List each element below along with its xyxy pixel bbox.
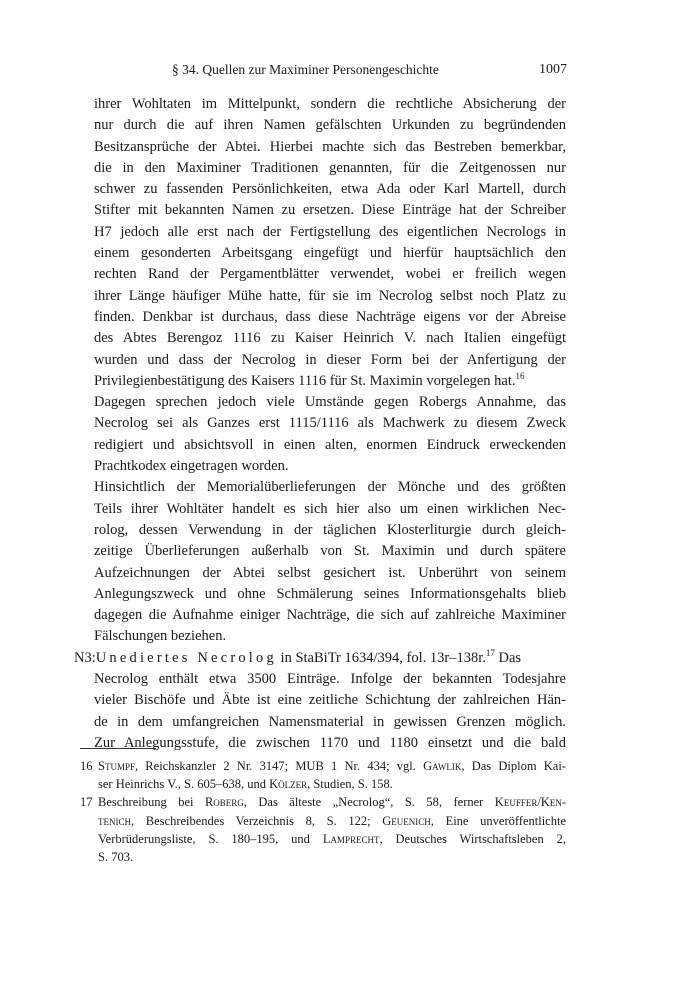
text-line: nur durch die auf ihren Namen gefälschten Urkunden zu begründenden (94, 117, 566, 134)
text-line: Hinsichtlich der Memorialüberlieferungen der Mönche und des größten (94, 479, 566, 496)
text-line: ihrer Wohltaten im Mittelpunkt, sondern die rechtliche Absicherung der (94, 96, 566, 112)
text-line: die in den Maximiner Traditionen genannten, für die Zeitgenossen nur (94, 159, 566, 176)
text-line: ihrer Länge häufiger Mühe hatte, für sie im Necrolog selbst noch Platz zu (94, 287, 566, 304)
footnote-line (98, 757, 566, 775)
author-name: tenich (98, 813, 131, 828)
text-line (94, 371, 566, 392)
footnote-16 (80, 757, 566, 793)
text-line: Zur Anlegungsstufe, die zwischen 1170 und 1180 einsetzt und die bald (94, 734, 566, 751)
citation-text: , Deutsches Wirtschaftsleben 2, (379, 831, 566, 846)
text-line: Necrolog sei als Ganzes erst 1115/1116 als Machwerk zu diesem Zweck (94, 415, 566, 432)
text-line: redigiert und absichtsvoll in einen alten, enormen Eindruck erweckenden (94, 436, 566, 453)
citation-text: , Das älteste „Necrolog“, S. 58, ferner (243, 795, 495, 810)
text-line: Fälschungen beziehen. (94, 628, 227, 645)
author-name: Geuenich (382, 813, 431, 828)
footnote-line: S. 703. (98, 850, 134, 865)
citation-text: Beschreibung bei (98, 795, 205, 810)
text-line: des Abtes Berengoz 1116 zu Kaiser Heinrich V. nach Italien eingefügt (94, 330, 566, 347)
footnote-17 (80, 793, 566, 866)
footnote-number: 16 (80, 759, 93, 773)
text-line: Stifter mit bekannten Namen zu ersetzen. Diese Einträge hat der Schreiber (94, 202, 566, 219)
footnote-line (98, 793, 566, 811)
citation-text: , Reichskanzler 2 Nr. 3147; MUB 1 Nr. 434; vgl. (134, 759, 424, 773)
text-line: Besitzansprüche der Abtei. Hierbei machte sich das Bestreben bemerkbar, (94, 138, 566, 155)
text-line: finden. Denkbar ist durchaus, dass diese Nachträge eigens vor der Abreise (94, 308, 566, 325)
running-header (0, 62, 700, 82)
n3-title: Unediertes Necrolog (95, 649, 277, 666)
author-name: Lamprecht (322, 831, 380, 846)
footnote-divider (80, 748, 156, 749)
text-line: Prachtkodex eingetragen worden. (94, 458, 289, 475)
text-line: einem gesonderten Arbeitsgang eingefügt und hierfür hauptsächlich den (94, 245, 566, 262)
text-line: rechten Rand der Pergamentblätter verwendet, wobei er freilich wegen (94, 266, 566, 283)
author-name: Stumpf (98, 759, 135, 773)
citation-text: , Das Diplom Kai- (461, 759, 566, 773)
n3-entry-heading (74, 648, 566, 669)
footnote-number: 17 (80, 795, 93, 810)
text-line: Teils ihrer Wohltäter handelt es sich hier also um einen wirklichen Nec- (94, 500, 566, 517)
citation-text: , Beschreibendes Verzeichnis 8, S. 122; (131, 813, 383, 828)
text-line: Aufzeichnungen der Abtei selbst gesichert ist. Unberührt von seinem (94, 564, 566, 581)
text-line: Necrolog enthält etwa 3500 Einträge. Infolge der bekannten Todesjahre (94, 671, 566, 688)
text-line: rolog, dessen Verwendung in der täglichen Klosterliturgie durch gleich- (94, 521, 566, 538)
footnotes (80, 757, 566, 866)
footnote-line (98, 830, 566, 848)
citation-text: Verbrüderungsliste, S. 180–195, und (98, 831, 323, 846)
citation-text: ser Heinrichs V., S. 605–638, und (98, 777, 270, 792)
main-text (74, 94, 566, 754)
author-name: Roberg (204, 795, 244, 810)
footnote-line (98, 775, 566, 793)
author-name: Kölzer (269, 777, 308, 792)
author-name: Keuffer/Ken- (494, 795, 566, 810)
footnote-line (98, 812, 566, 830)
citation-text: , Eine unveröffentlichte (430, 813, 566, 828)
text-line: dagegen die Aufnahme einiger Nachträge, die sich auf zahlreiche Maximiner (94, 607, 566, 624)
n3-source-tail: Das (494, 649, 522, 666)
running-title: § 34. Quellen zur Maximiner Personengeschichte (172, 62, 439, 77)
author-name: Gawlik (423, 759, 462, 773)
text-line: vieler Bischöfe und Äbte ist eine zeitliche Schichtung der zahlreichen Hän- (94, 692, 566, 709)
text-line: H7 jedoch alle erst nach der Fertigstellung des eigentlichen Necrologs in (94, 223, 566, 240)
text-line: wurden und dass der Necrolog in dieser Form bei der Anfertigung der (94, 351, 566, 368)
citation-text: , Studien, S. 158. (307, 777, 393, 792)
text-line: schwer zu fassenden Persönlichkeiten, etwa Ada oder Karl Martell, durch (94, 181, 566, 198)
text-line: Dagegen sprechen jedoch viele Umstände gegen Robergs Annahme, das (94, 394, 566, 411)
n3-source: in StaBiTr 1634/394, fol. 13r–138r. (276, 649, 486, 666)
page-number: 1007 (539, 62, 567, 77)
text-line-content: Privilegienbestätigung des Kaisers 1116 für St. Maximin vorgelegen hat. (94, 372, 516, 389)
text-line: de in dem umfangreichen Namensmaterial in gewissen Grenzen möglich. (94, 713, 566, 730)
text-line: zeitige Überlieferungen außerhalb von St. Maximin und durch spätere (94, 543, 566, 560)
n3-label: N3: (74, 649, 96, 666)
footnote-ref-17[interactable]: 17 (485, 647, 495, 658)
text-line: Anlegungszweck und ohne Schmälerung seines Informationsgehalts blieb (94, 585, 566, 602)
footnote-ref-16[interactable]: 16 (515, 371, 525, 382)
